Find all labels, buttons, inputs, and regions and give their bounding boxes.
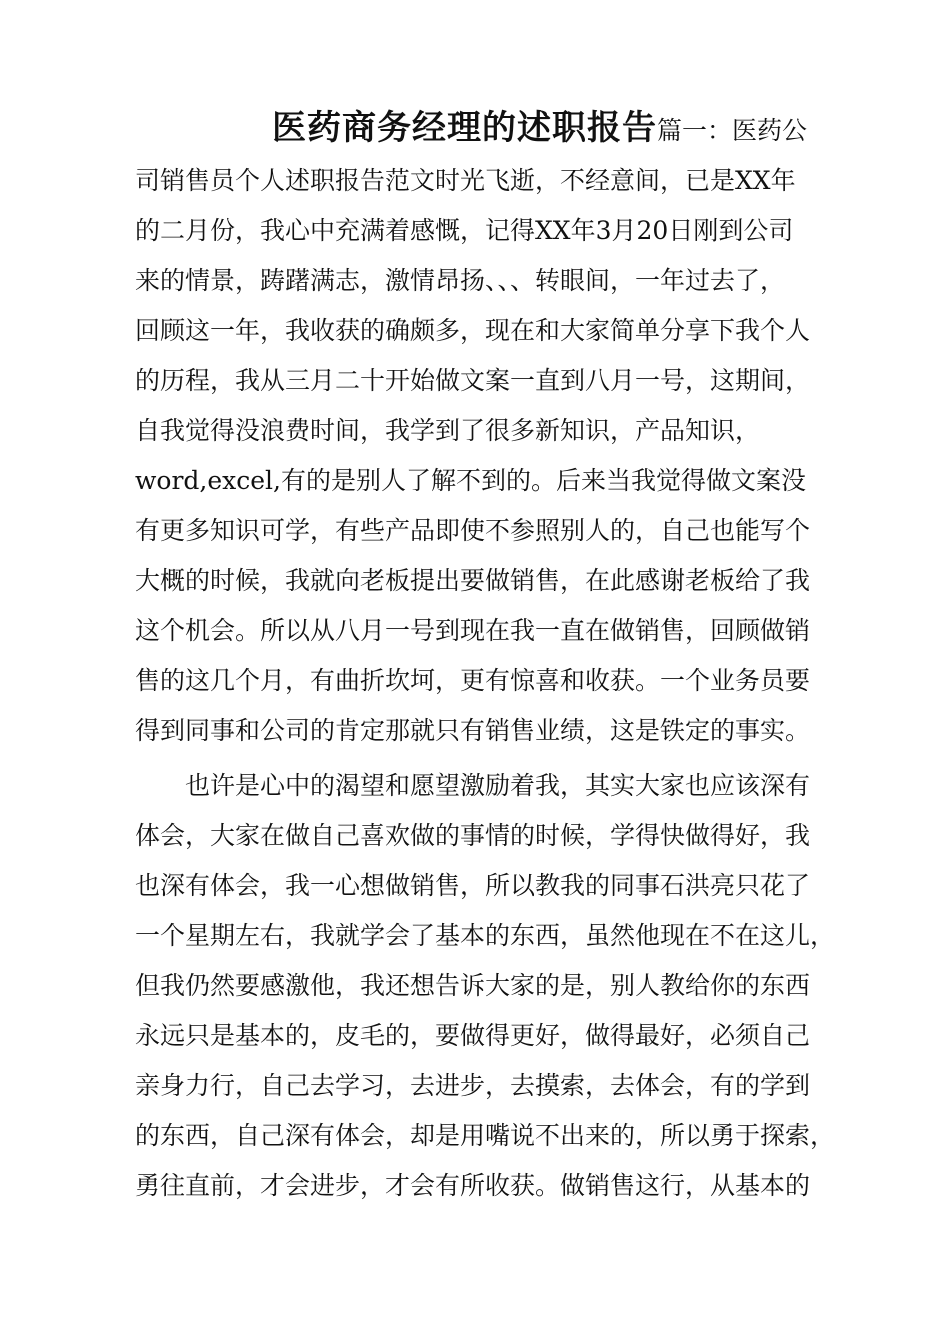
title-continuation: 篇一：医药公 bbox=[657, 116, 808, 145]
body-line: 司销售员个人述职报告范文时光飞逝，不经意间，已是XX年 bbox=[135, 166, 796, 195]
body-line: word,excel,有的是别人了解不到的。后来当我觉得做文案没 bbox=[135, 466, 806, 495]
body-line: 但我仍然要感激他，我还想告诉大家的是，别人教给你的东西 bbox=[135, 971, 811, 1000]
body-line: 有更多知识可学，有些产品即使不参照别人的，自己也能写个 bbox=[135, 516, 811, 545]
body-line: 的历程，我从三月二十开始做文案一直到八月一号，这期间， bbox=[135, 366, 811, 395]
body-line: 亲身力行，自己去学习，去进步，去摸索，去体会，有的学到 bbox=[135, 1071, 811, 1100]
paragraph-first-line: 也许是心中的渴望和愿望激励着我，其实大家也应该深有 bbox=[185, 771, 811, 800]
body-line: 永远只是基本的，皮毛的，要做得更好，做得最好，必须自己 bbox=[135, 1021, 811, 1050]
body-line: 来的情景，踌躇满志，激情昂扬、、、转眼间，一年过去了， bbox=[135, 266, 786, 295]
body-line: 自我觉得没浪费时间，我学到了很多新知识，产品知识， bbox=[135, 416, 761, 445]
body-line: 回顾这一年，我收获的确颇多，现在和大家简单分享下我个人 bbox=[135, 316, 811, 345]
body-line: 体会，大家在做自己喜欢做的事情的时候，学得快做得好，我 bbox=[135, 821, 811, 850]
document-title: 医药商务经理的述职报告 bbox=[272, 108, 657, 148]
body-line: 的二月份，我心中充满着感慨，记得XX年3月20日刚到公司 bbox=[135, 216, 794, 245]
body-line: 勇往直前，才会进步，才会有所收获。做销售这行，从基本的 bbox=[135, 1171, 811, 1200]
body-line: 售的这几个月，有曲折坎坷，更有惊喜和收获。一个业务员要 bbox=[135, 666, 811, 695]
body-line: 这个机会。所以从八月一号到现在我一直在做销售，回顾做销 bbox=[135, 616, 811, 645]
body-line: 大概的时候，我就向老板提出要做销售，在此感谢老板给了我 bbox=[135, 566, 811, 595]
title-line bbox=[272, 103, 807, 153]
body-line: 一个星期左右，我就学会了基本的东西，虽然他现在不在这儿， bbox=[135, 921, 836, 950]
body-line: 也深有体会，我一心想做销售，所以教我的同事石洪亮只花了 bbox=[135, 871, 811, 900]
body-line: 的东西，自己深有体会，却是用嘴说不出来的，所以勇于探索， bbox=[135, 1121, 836, 1150]
body-line: 得到同事和公司的肯定那就只有销售业绩，这是铁定的事实。 bbox=[135, 716, 811, 745]
